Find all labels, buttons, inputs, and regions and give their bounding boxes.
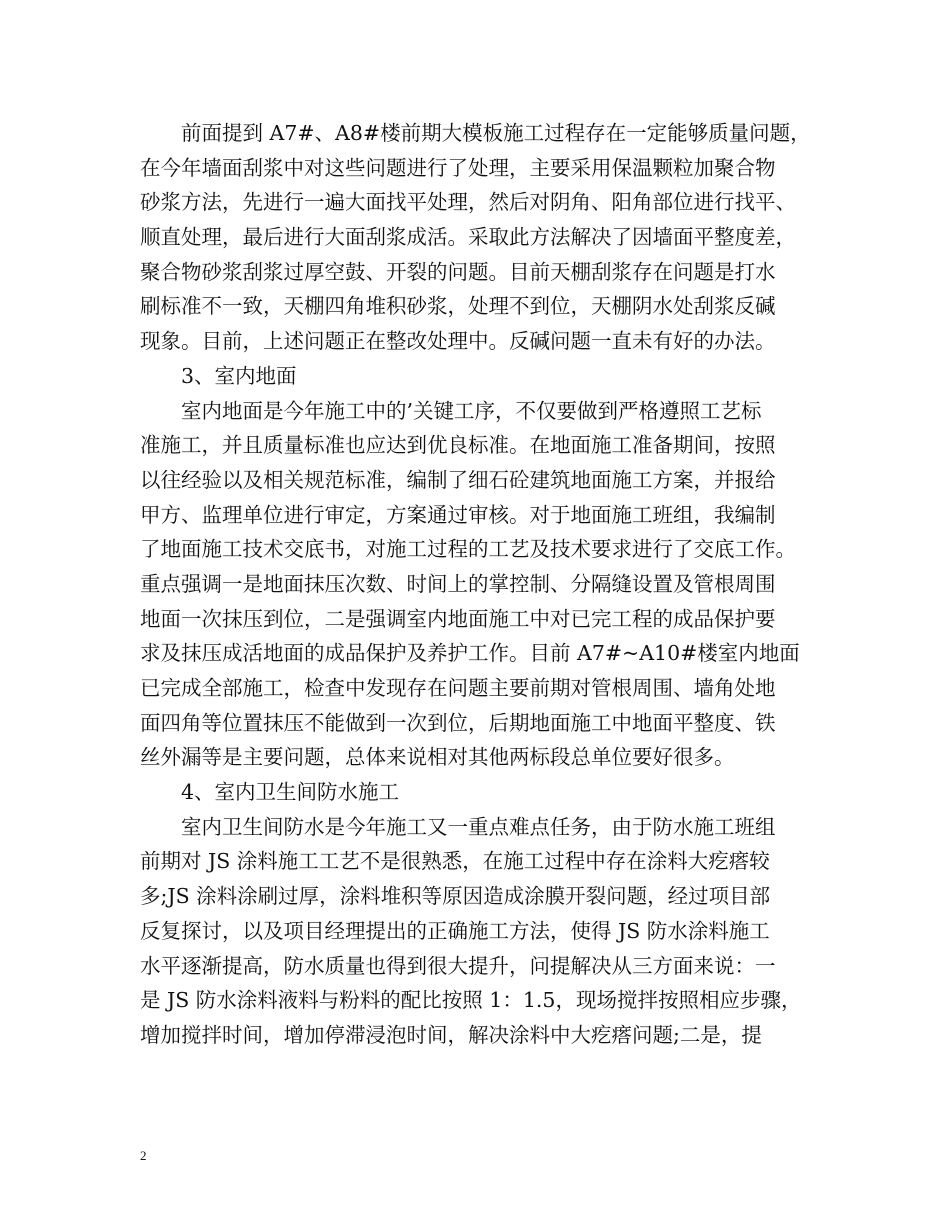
paragraph-line: 顺直处理，最后进行大面刮浆成活。采取此方法解决了因墙面平整度差， xyxy=(140,225,796,250)
paragraph-line: 在今年墙面刮浆中对这些问题进行了处理，主要采用保温颗粒加聚合物 xyxy=(140,155,776,180)
paragraph-line: 是 JS 防水涂料液料与粉料的配比按照 1：1.5，现场搅拌按照相应步骤， xyxy=(140,988,802,1013)
section-heading-bathroom-waterproofing: 4、室内卫生间防水施工 xyxy=(181,780,400,805)
paragraph-line: 地面一次抹压到位，二是强调室内地面施工中对已完工程的成品保护要 xyxy=(140,606,776,631)
paragraph-line: 砂浆方法，先进行一遍大面找平处理，然后对阴角、阳角部位进行找平、 xyxy=(140,190,796,215)
paragraph-line: 以往经验以及相关规范标准，编制了细石砼建筑地面施工方案，并报给 xyxy=(140,467,776,492)
paragraph-line: 准施工，并且质量标准也应达到优良标准。在地面施工准备期间，按照 xyxy=(140,433,776,458)
paragraph-line: 求及抹压成活地面的成品保护及养护工作。目前 A7#~A10#楼室内地面 xyxy=(140,641,800,666)
section-heading-indoor-floor: 3、室内地面 xyxy=(181,363,297,388)
paragraph-line: 水平逐渐提高，防水质量也得到很大提升，问提解决从三方面来说：一 xyxy=(140,953,776,978)
paragraph-line: 室内卫生间防水是今年施工又一重点难点任务，由于防水施工班组 xyxy=(181,814,776,839)
paragraph-line: 丝外漏等是主要问题，总体来说相对其他两标段总单位要好很多。 xyxy=(140,745,735,770)
page-number: 2 xyxy=(140,1148,147,1163)
paragraph-line: 了地面施工技术交底书，对施工过程的工艺及技术要求进行了交底工作。 xyxy=(140,537,796,562)
document-body xyxy=(140,116,830,1053)
paragraph-line: 重点强调一是地面抹压次数、时间上的掌控制、分隔缝设置及管根周围 xyxy=(140,571,776,596)
paragraph-line: 室内地面是今年施工中的’关键工序，不仅要做到严格遵照工艺标 xyxy=(181,398,762,423)
paragraph-line: 多;JS 涂料涂刷过厚，涂料堆积等原因造成涂膜开裂问题，经过项目部 xyxy=(140,884,771,909)
paragraph-line: 反复探讨，以及项目经理提出的正确施工方法，使得 JS 防水涂料施工 xyxy=(140,918,770,943)
paragraph-line: 增加搅拌时间，增加停滞浸泡时间，解决涂料中大疙瘩问题;二是，提 xyxy=(140,1022,762,1047)
paragraph-line: 现象。目前，上述问题正在整改处理中。反碱问题一直未有好的办法。 xyxy=(140,329,776,354)
paragraph-line: 刷标准不一致，天棚四角堆积砂浆，处理不到位，天棚阴水处刮浆反碱 xyxy=(140,294,776,319)
paragraph-line: 已完成全部施工，检查中发现存在问题主要前期对管根周围、墙角处地 xyxy=(140,676,776,700)
paragraph-line: 前期对 JS 涂料施工工艺不是很熟悉，在施工过程中存在涂料大疙瘩较 xyxy=(140,849,770,874)
paragraph-line: 前面提到 A7#、A8#楼前期大模板施工过程存在一定能够质量问题， xyxy=(181,121,811,145)
paragraph-line: 面四角等位置抹压不能做到一次到位，后期地面施工中地面平整度、铁 xyxy=(140,710,776,735)
paragraph-line: 甲方、监理单位进行审定，方案通过审核。对于地面施工班组，我编制 xyxy=(140,502,776,527)
paragraph-line: 聚合物砂浆刮浆过厚空鼓、开裂的问题。目前天棚刮浆存在问题是打水 xyxy=(140,259,776,284)
